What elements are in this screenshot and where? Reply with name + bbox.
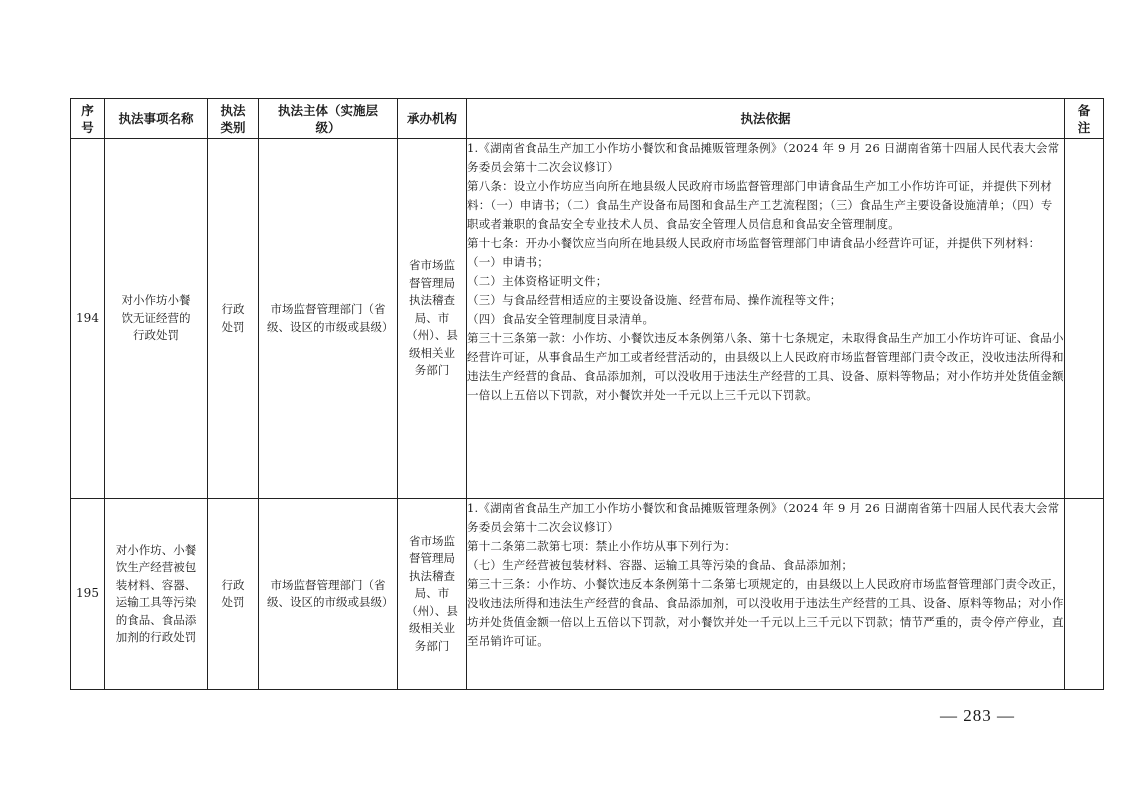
table-row xyxy=(71,139,1104,499)
cell-basis xyxy=(467,139,1065,499)
basis-paragraph: 第十七条：开办小餐饮应当向所在地县级人民政府市场监督管理部门申请食品小经营许可证，并提供下列材料： xyxy=(467,236,1041,250)
cell-basis xyxy=(467,499,1065,690)
table-row xyxy=(71,499,1104,690)
cell-seq: 194 xyxy=(71,139,105,499)
header-category: 执法类别 xyxy=(208,99,259,139)
cell-seq: 195 xyxy=(71,499,105,690)
table-header-row xyxy=(71,99,1104,139)
cell-agency: 省市场监督管理局执法稽查局、市（州）、县级相关业务部门 xyxy=(398,139,467,499)
header-name: 执法事项名称 xyxy=(105,99,208,139)
header-basis: 执法依据 xyxy=(467,99,1065,139)
header-seq: 序号 xyxy=(71,99,105,139)
cell-remark xyxy=(1065,139,1104,499)
cell-name: 对小作坊小餐饮无证经营的行政处罚 xyxy=(105,139,208,499)
cell-category: 行政处罚 xyxy=(208,139,259,499)
basis-paragraph: 第八条：设立小作坊应当向所在地县级人民政府市场监督管理部门申请食品生产加工小作坊许可证，并提供下列材料：（一）申请书；（二）食品生产设备布局图和食品生产工艺流程图；（三）食品生产主要设备设施清单；（四）专职或者兼职的食品安全专业技术人员、食品安全管理人员信息和食品安全管理制度。 xyxy=(467,179,1053,231)
cell-category: 行政处罚 xyxy=(208,499,259,690)
basis-paragraph: （七）生产经营被包装材料、容器、运输工具等污染的食品、食品添加剂； xyxy=(467,558,854,572)
basis-paragraph: （一）申请书； xyxy=(467,255,549,269)
cell-name: 对小作坊、小餐饮生产经营被包装材料、容器、运输工具等污染的食品、食品添加剂的行政处罚 xyxy=(105,499,208,690)
cell-subject: 市场监督管理部门（省级、设区的市级或县级） xyxy=(259,499,398,690)
cell-agency: 省市场监督管理局执法稽查局、市（州）、县级相关业务部门 xyxy=(398,499,467,690)
basis-paragraph: 第十二条第二款第七项：禁止小作坊从事下列行为： xyxy=(467,539,737,553)
enforcement-table xyxy=(70,98,1104,690)
basis-paragraph: （四）食品安全管理制度目录清单。 xyxy=(467,312,655,326)
page-number: — 283 — xyxy=(940,706,1015,725)
basis-paragraph: （二）主体资格证明文件； xyxy=(467,274,608,288)
cell-subject: 市场监督管理部门（省级、设区的市级或县级） xyxy=(259,139,398,499)
header-remark: 备注 xyxy=(1065,99,1104,139)
cell-remark xyxy=(1065,499,1104,690)
basis-paragraph: 第三十三条：小作坊、小餐饮违反本条例第十二条第七项规定的，由县级以上人民政府市场监督管理部门责令改正，没收违法所得和违法生产经营的食品、食品添加剂，可以没收用于违法生产经营的工具、设备、原料等物品；对小作坊并处货值金额一倍以上五倍以下罚款，对小餐饮并处一千元以上三千元以下罚款；情节严重的，责令停产停业，直至吊销许可证。 xyxy=(467,577,1064,648)
header-agency: 承办机构 xyxy=(398,99,467,139)
basis-paragraph: （三）与食品经营相适应的主要设备设施、经营布局、操作流程等文件； xyxy=(467,293,842,307)
header-subject: 执法主体（实施层级） xyxy=(259,99,398,139)
basis-paragraph: 1.《湖南省食品生产加工小作坊小餐饮和食品摊贩管理条例》（2024 年 9 月 26 日湖南省第十四届人民代表大会常务委员会第十二次会议修订） xyxy=(467,141,1060,174)
basis-paragraph: 第三十三条第一款：小作坊、小餐饮违反本条例第八条、第十七条规定，未取得食品生产加工小作坊许可证、食品小经营许可证，从事食品生产加工或者经营活动的，由县级以上人民政府市场监督管理部门责令改正，没收违法所得和违法生产经营的食品、食品添加剂，可以没收用于违法生产经营的工具、设备、原料等物品；对小作坊并处货值金额一倍以上五倍以下罚款，对小餐饮并处一千元以上三千元以下罚款。 xyxy=(467,331,1064,402)
basis-paragraph: 1.《湖南省食品生产加工小作坊小餐饮和食品摊贩管理条例》（2024 年 9 月 26 日湖南省第十四届人民代表大会常务委员会第十二次会议修订） xyxy=(467,501,1060,534)
